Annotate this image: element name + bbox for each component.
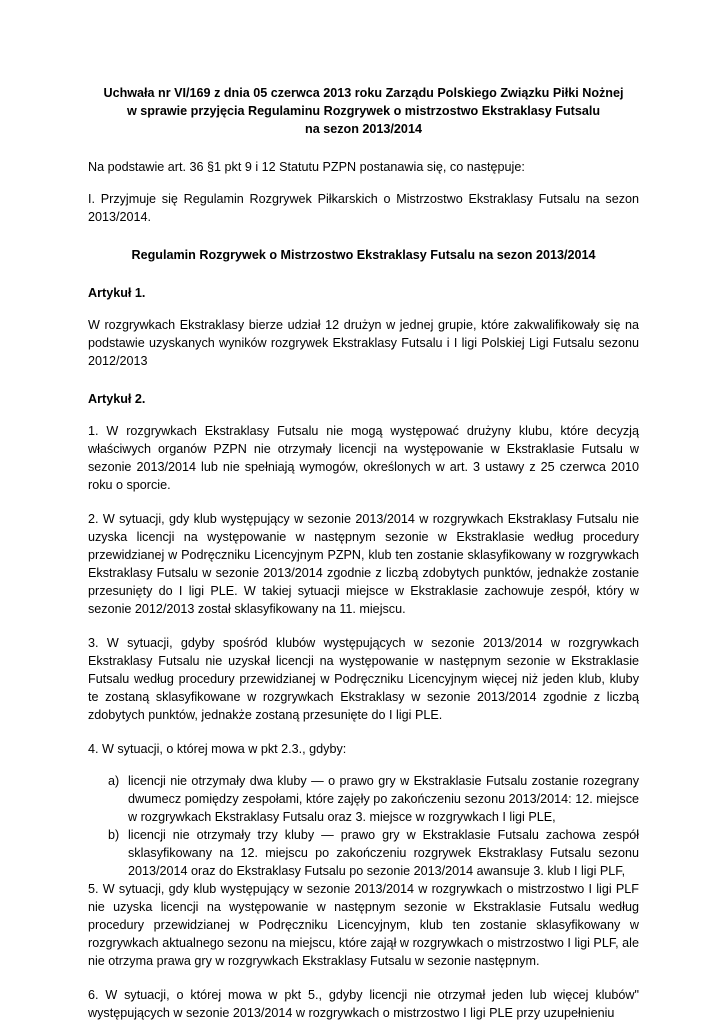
article-2-paragraph-4: 4. W sytuacji, o której mowa w pkt 2.3., gdyby: <box>88 742 347 756</box>
list-item <box>88 826 639 880</box>
resolution-header <box>88 84 639 138</box>
header-line-3: na sezon 2013/2014 <box>305 122 422 136</box>
legal-basis-paragraph: Na podstawie art. 36 §1 pkt 9 i 12 Statutu PZPN postanawia się, co następuje: <box>88 160 525 174</box>
point-1-paragraph: I. Przyjmuje się Regulamin Rozgrywek Piłkarskich o Mistrzostwo Ekstraklasy Futsalu na sezon 2013/2014. <box>88 192 639 224</box>
article-2-paragraph-3: 3. W sytuacji, gdyby spośród klubów występujących w sezonie 2013/2014 w rozgrywkach Ekstraklasy Futsalu nie uzyskał licencji na występowanie w następnym sezonie w Ekstraklasie Futsalu według procedury przewidzianej w Podręczniku Licencyjnym więcej niż jeden klub, kluby te zostaną sklasyfikowane w rozgrywkach Ekstraklasy w sezonie 2013/2014 zgodnie z liczbą zdobytych punktów, jednakże zostaną przesunięte do I ligi PLE. <box>88 636 639 722</box>
article-2-paragraph-2: 2. W sytuacji, gdy klub występujący w sezonie 2013/2014 w rozgrywkach Ekstraklasy Futsalu nie uzyska licencji na występowanie w następnym sezonie w Ekstraklasie według procedury przewidzianej w Podręczniku Licencyjnym PZPN, klub ten zostanie sklasyfikowany w rozgrywkach Ekstraklasy Futsalu w sezonie 2013/2014 zgodnie z liczbą zdobytych punktów, jednakże zostanie przesunięty do I ligi PLE. W takiej sytuacji miejsce w Ekstraklasie zachowuje zespół, który w sezonie 2012/2013 został sklasyfikowany na 11. miejscu. <box>88 512 639 616</box>
article-2-paragraph-1: 1. W rozgrywkach Ekstraklasy Futsalu nie mogą występować drużyny klubu, które decyzją właściwych organów PZPN nie otrzymały licencji na występowanie w Ekstraklasie Futsalu w sezonie 2013/2014 lub nie spełniają wymogów, określonych w art. 3 ustawy z 25 czerwca 2010 roku o sporcie. <box>88 424 639 492</box>
article-1-text: W rozgrywkach Ekstraklasy bierze udział 12 drużyn w jednej grupie, które zakwalifikowały się na podstawie uzyskanych wyników rozgrywek Ekstraklasy Futsalu i I ligi Polskiej Ligi Futsalu sezonu 2012/2013 <box>88 318 639 368</box>
article-1-heading: Artykuł 1. <box>88 286 146 300</box>
article-2-heading: Artykuł 2. <box>88 392 146 406</box>
regulation-title: Regulamin Rozgrywek o Mistrzostwo Ekstraklasy Futsalu na sezon 2013/2014 <box>131 248 596 262</box>
list-item-marker: a) <box>108 774 120 788</box>
list-item <box>88 772 639 826</box>
list-item-text: licencji nie otrzymały trzy kluby — prawo gry w Ekstraklasie Futsalu zachowa zespół sklasyfikowany na 12. miejscu po zakończeniu rozgrywek Ekstraklasy Futsalu sezonu 2013/2014 oraz do Ekstraklasy Futsalu po sezonie 2013/2014 awansuje 3. klub I ligi PLF, <box>128 828 639 878</box>
list-item-marker: b) <box>108 828 120 842</box>
article-2-sub-list <box>88 772 639 880</box>
header-line-2: w sprawie przyjęcia Regulaminu Rozgrywek o mistrzostwo Ekstraklasy Futsalu <box>126 104 601 118</box>
header-line-1: Uchwała nr VI/169 z dnia 05 czerwca 2013 roku Zarządu Polskiego Związku Piłki Nożnej <box>103 86 624 100</box>
document-page <box>88 84 639 1022</box>
article-2-paragraph-6: 6. W sytuacji, o której mowa w pkt 5., gdyby licencji nie otrzymał jeden lub więcej klubów" występujących w sezonie 2013/2014 w rozgrywkach o mistrzostwo I ligi PLE przy uzupełnieniu <box>88 988 639 1020</box>
article-2-paragraph-5: 5. W sytuacji, gdy klub występujący w sezonie 2013/2014 w rozgrywkach o mistrzostwo I ligi PLF nie uzyska licencji na występowanie w następnym sezonie w Ekstraklasie Futsalu według procedury przewidzianej w Podręczniku Licencyjnym, klub ten zostanie sklasyfikowany w rozgrywkach aktualnego sezonu na miejscu, które zajął w rozgrywkach o mistrzostwo I ligi PLF, ale nie otrzyma prawa gry w rozgrywkach Ekstraklasy Futsalu w sezonie następnym. <box>88 882 639 968</box>
list-item-text: licencji nie otrzymały dwa kluby — o prawo gry w Ekstraklasie Futsalu zostanie rozegrany dwumecz pomiędzy zespołami, które zajęły po zakończeniu sezonu 2013/2014: 12. miejsce w rozgrywkach Ekstraklasy Futsalu oraz 3. miejsce w rozgrywkach I ligi PLE, <box>128 774 639 824</box>
